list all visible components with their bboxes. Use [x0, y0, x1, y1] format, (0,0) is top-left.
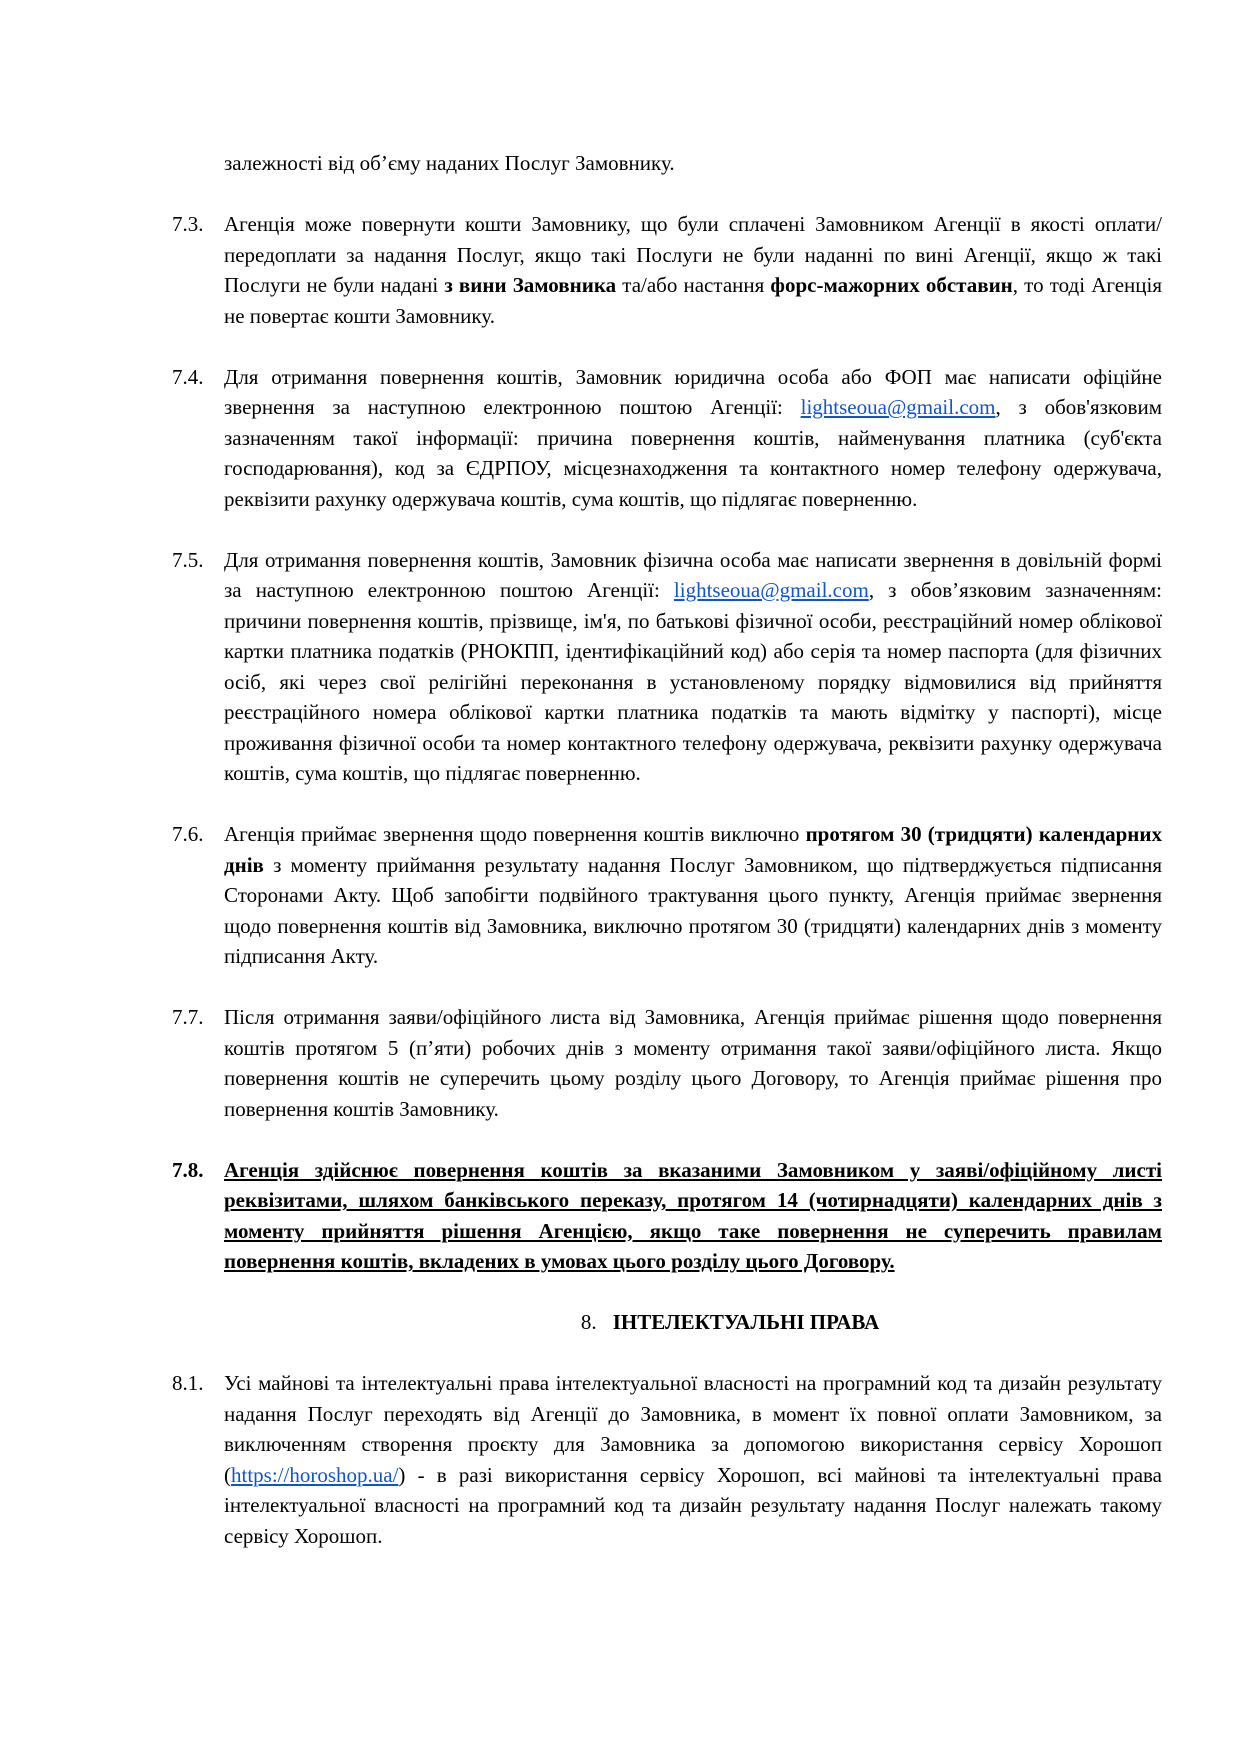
clause-8-1 — [172, 1368, 1162, 1551]
clause-7-7 — [172, 1002, 1162, 1124]
clause-text-part: , з обов'язковим зазначенням такої інформації: причина повернення коштів, найменування платника (суб'єкта господарювання), код за ЄДРПОУ, місцезнаходження та контактного номер телефону одержувача, реквізити рахунку одержувача коштів, сума коштів, що підлягає поверненню. — [224, 395, 1162, 511]
clause-number: 7.3. — [172, 212, 204, 236]
clause-text: Після отримання заяви/офіційного листа від Замовника, Агенція приймає рішення щодо повернення коштів протягом 5 (п’яти) робочих днів з моменту отримання такої заяви/офіційного листа. Якщо повернення коштів не суперечить цьому розділу цього Договору, то Агенція приймає рішення про повернення коштів Замовнику. — [224, 1005, 1162, 1121]
clause-text — [224, 819, 1162, 972]
section-heading — [172, 1307, 1162, 1338]
clause-text — [224, 209, 1162, 331]
clause-number: 7.5. — [172, 547, 204, 572]
clause-number: 8.1. — [172, 1371, 204, 1395]
document-body — [172, 148, 1162, 1582]
clause-7-8 — [172, 1155, 1162, 1277]
clause-text-part: , з обов’язковим зазначенням: причини повернення коштів, прізвище, ім'я, по батькові фізичної особи, реєстраційний номер облікової картки платника податків (РНОКПП, ідентифікаційний код) або серія та номер паспорта (для фізичних осіб, які через свої релігійні переконання в установленому порядку відмовилися від прийняття реєстраційного номера облікової картки платника податків та мають відмітку у паспорті), місце проживання фізичної особи та номер контактного телефону одержувача, реквізити рахунку одержувача коштів, сума коштів, що підлягає поверненню. — [224, 578, 1162, 785]
clause-text-part: Усі майнові та інтелектуальні права інтелектуальної власності на програмний код та дизайн результату надання Послуг переходять від Агенції до Замовника, в момент їх повної оплати Замовником, за виключенням створення проєкту для Замовника за допомогою використання сервісу Хорошоп ( — [224, 1371, 1162, 1487]
clause-text-part: Для отримання повернення коштів, Замовник юридична особа або ФОП має написати офіційне звернення за наступною електронною поштою Агенції: — [224, 364, 1162, 419]
website-link[interactable]: https://horoshop.ua/ — [231, 1462, 399, 1487]
clause-7-6 — [172, 819, 1162, 972]
clause-7-4 — [172, 362, 1162, 515]
section-title: ІНТЕЛЕКТУАЛЬНІ ПРАВА — [612, 1310, 880, 1334]
clause-text-part: , то тоді Агенція не повертає кошти Замовнику. — [224, 273, 1162, 328]
clause-text-part: Для отримання повернення коштів, Замовник фізична особа має написати звернення в довільній формі за наступною електронною поштою Агенції: — [224, 547, 1162, 602]
clause-text-part: Агенція приймає звернення щодо повернення коштів виключно — [224, 822, 806, 846]
clause-7-3 — [172, 209, 1162, 331]
clause-bold-text: протягом 30 (тридцяти) календарних днів — [224, 822, 1162, 877]
clause-bold-text: з вини Замовника — [444, 273, 617, 297]
paragraph-continuation: залежності від об’єму наданих Послуг Замовнику. — [224, 151, 675, 175]
clause-text-part: Агенція може повернути кошти Замовнику, що були сплачені Замовником Агенції в якості оплати/передоплати за надання Послуг, якщо такі Послуги не були наданні по вині Агенції, якщо ж такі Послуги не були надані — [224, 212, 1162, 297]
clause-text: Агенція здійснює повернення коштів за вказаними Замовником у заяві/офіційному листі реквізитами, шляхом банківського переказу, протягом 14 (чотирнадцяти) календарних днів з моменту прийняття рішення Агенцією, якщо таке повернення не суперечить правилам повернення коштів, вкладених в умовах цього розділу цього Договору. — [224, 1157, 1162, 1273]
email-link[interactable]: lightseoua@gmail.com — [800, 395, 996, 419]
clause-text — [224, 1368, 1162, 1551]
clause-number: 7.6. — [172, 822, 204, 846]
email-link[interactable]: lightseoua@gmail.com — [673, 578, 869, 602]
clause-7-5 — [172, 545, 1162, 789]
clause-number: 7.8. — [172, 1157, 204, 1182]
section-number: 8. — [580, 1310, 597, 1334]
clause-number: 7.4. — [172, 364, 204, 389]
clause-text-part: та/або настання — [616, 273, 771, 297]
clause-text — [224, 362, 1162, 515]
clause-text — [224, 545, 1162, 789]
clause-number: 7.7. — [172, 1005, 204, 1029]
clause-text-part: ) - в разі використання сервісу Хорошоп, всі майнові та інтелектуальні права інтелектуальної власності на програмний код та дизайн результату надання Послуг належать такому сервісу Хорошоп. — [224, 1462, 1162, 1548]
clause-bold-text: форс-мажорних обставин — [770, 273, 1013, 297]
clause-text-part: з моменту приймання результату надання Послуг Замовником, що підтверджується підписання Сторонами Акту. Щоб запобігти подвійного трактування цього пункту, Агенція приймає звернення щодо повернення коштів від Замовника, виключно протягом 30 (тридцяти) календарних днів з моменту підписання Акту. — [224, 852, 1162, 968]
